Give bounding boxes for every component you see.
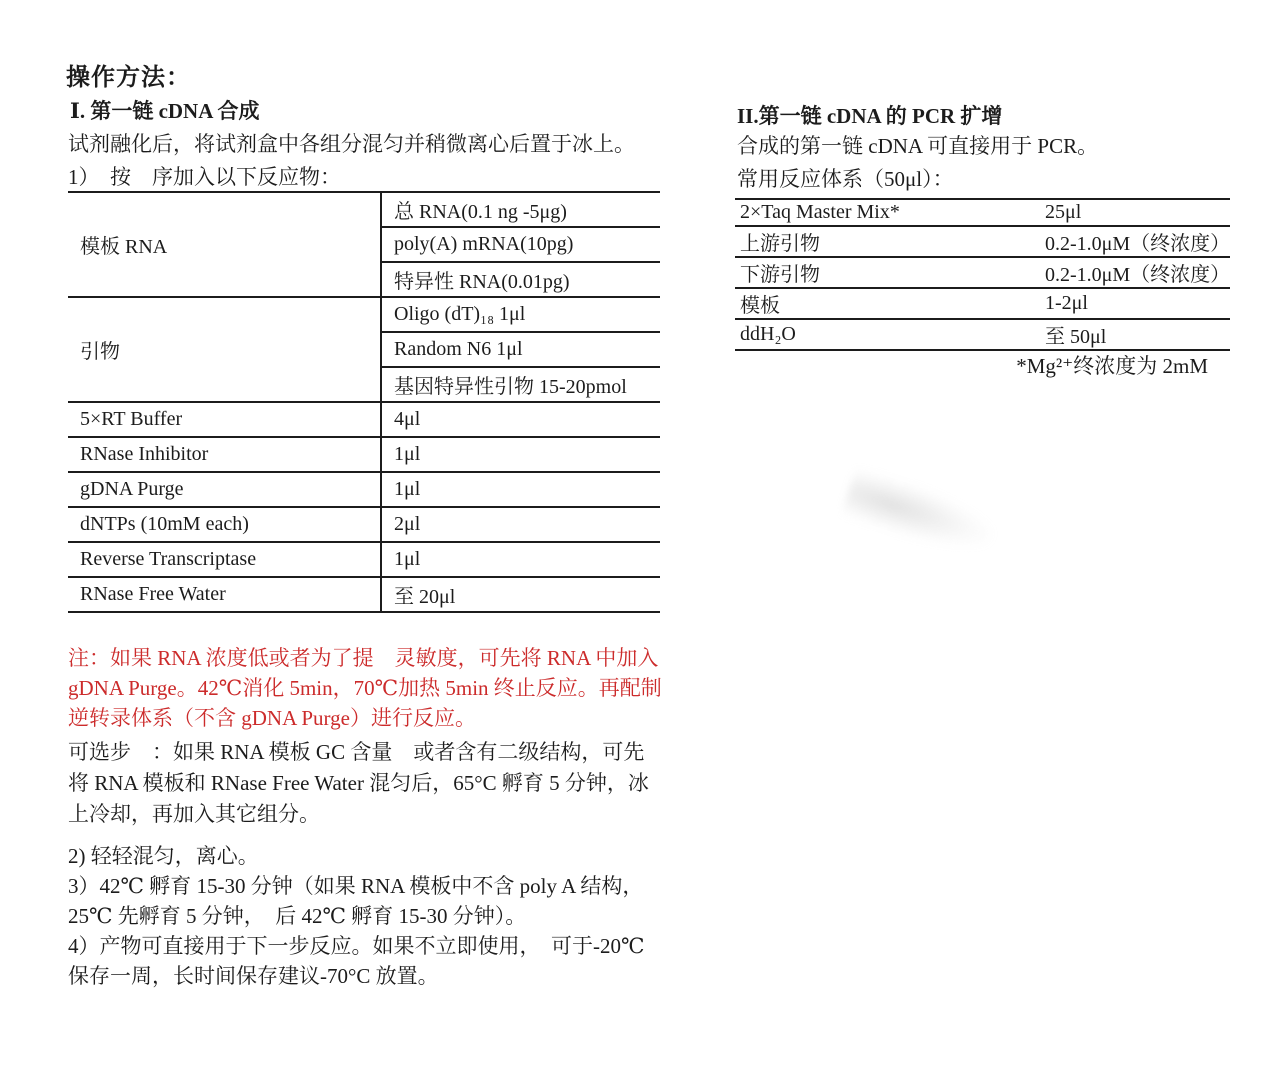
reagent-group-label: 引物 <box>68 297 381 402</box>
table-row <box>68 542 660 577</box>
reagent-option: Random N6 1μl <box>381 332 660 367</box>
pcr-component: 2×Taq Master Mix* <box>735 199 1040 226</box>
section2-system-label: 常用反应体系（50μl）： <box>737 167 954 191</box>
table-row <box>68 402 660 437</box>
pcr-amount: 0.2-1.0μM（终浓度） <box>1040 257 1230 288</box>
section1-heading: Ⅰ. 第一链 cDNA 合成 <box>70 99 260 123</box>
scan-smudge-artifact <box>841 466 1000 562</box>
pcr-component: ddH₂O <box>735 319 1040 350</box>
step-line: 25℃ 先孵育 5 分钟， 后 42℃ 孵育 15-30 分钟）。 <box>68 904 527 928</box>
red-note <box>68 643 662 733</box>
optional-step-line: 可选步 ：如果 RNA 模板 GC 含量 或者含有二级结构，可先 <box>68 740 645 764</box>
reagent-option: 特异性 RNA(0.01pg) <box>381 262 660 297</box>
reagent-volume: 1μl <box>381 472 660 507</box>
pcr-amount: 0.2-1.0μM（终浓度） <box>1040 226 1230 257</box>
optional-step-paragraph <box>68 737 649 830</box>
pcr-component: 下游引物 <box>735 257 1040 288</box>
pcr-component: 上游引物 <box>735 226 1040 257</box>
table-row <box>68 437 660 472</box>
reagent-label: RNase Inhibitor <box>68 437 381 472</box>
reagent-option: Oligo (dT)₁₈ 1μl <box>381 297 660 332</box>
section1-intro: 试剂融化后，将试剂盒中各组分混匀并稍微离心后置于冰上。 <box>68 132 635 156</box>
step-line: 3）42℃ 孵育 15-30 分钟（如果 RNA 模板中不含 poly A 结构， <box>68 874 644 898</box>
reagent-label: Reverse Transcriptase <box>68 542 381 577</box>
table-row <box>735 257 1230 288</box>
red-note-line: 逆转录体系（不含 gDNA Purge）进行反应。 <box>68 706 476 730</box>
section2-heading: II.第一链 cDNA 的 PCR 扩增 <box>737 104 1003 128</box>
reagent-volume: 1μl <box>381 437 660 472</box>
optional-step-line: 将 RNA 模板和 RNase Free Water 混匀后，65°C 孵育 5 分钟，冰 <box>68 771 649 795</box>
pcr-amount: 25μl <box>1040 199 1230 226</box>
reagent-volume: 至 20μl <box>381 577 660 612</box>
section2-intro: 合成的第一链 cDNA 可直接用于 PCR。 <box>737 134 1099 158</box>
pcr-table <box>735 198 1230 351</box>
reagent-label: gDNA Purge <box>68 472 381 507</box>
table-row <box>68 192 660 227</box>
optional-step-line: 上冷却，再加入其它组分。 <box>68 802 320 826</box>
step-line: 保存一周，长时间保存建议-70°C 放置。 <box>68 964 439 988</box>
table-row <box>735 288 1230 319</box>
table-row <box>68 507 660 542</box>
table-row <box>735 199 1230 226</box>
pcr-amount: 1-2μl <box>1040 288 1230 319</box>
red-note-line: gDNA Purge。42℃消化 5min，70℃加热 5min 终止反应。再配制 <box>68 676 662 700</box>
reagent-volume: 2μl <box>381 507 660 542</box>
step-line: 4）产物可直接用于下一步反应。如果不立即使用， 可于-20℃ <box>68 934 645 958</box>
reagent-option: poly(A) mRNA(10pg) <box>381 227 660 262</box>
reagent-label: RNase Free Water <box>68 577 381 612</box>
steps-paragraph <box>68 841 644 991</box>
table-row <box>68 297 660 332</box>
red-note-line: 注：如果 RNA 浓度低或者为了提 灵敏度，可先将 RNA 中加入 <box>68 646 659 670</box>
reagent-table <box>68 191 660 613</box>
reagent-label: 5×RT Buffer <box>68 402 381 437</box>
reagent-volume: 1μl <box>381 542 660 577</box>
reagent-option: 总 RNA(0.1 ng -5μg) <box>381 192 660 227</box>
section1-step1: 1） 按 序加入以下反应物： <box>68 165 341 189</box>
pcr-footnote: *Mg²⁺终浓度为 2mM <box>1016 354 1208 378</box>
reagent-group-label: 模板 RNA <box>68 192 381 297</box>
pcr-component: 模板 <box>735 288 1040 319</box>
pcr-amount: 至 50μl <box>1040 319 1230 350</box>
table-row <box>735 226 1230 257</box>
table-row <box>68 472 660 507</box>
reagent-option: 基因特异性引物 15-20pmol <box>381 367 660 402</box>
table-row <box>68 577 660 612</box>
table-row <box>735 319 1230 350</box>
reagent-volume: 4μl <box>381 402 660 437</box>
main-title: 操作方法： <box>66 65 191 91</box>
step-line: 2) 轻轻混匀，离心。 <box>68 844 259 868</box>
reagent-label: dNTPs (10mM each) <box>68 507 381 542</box>
